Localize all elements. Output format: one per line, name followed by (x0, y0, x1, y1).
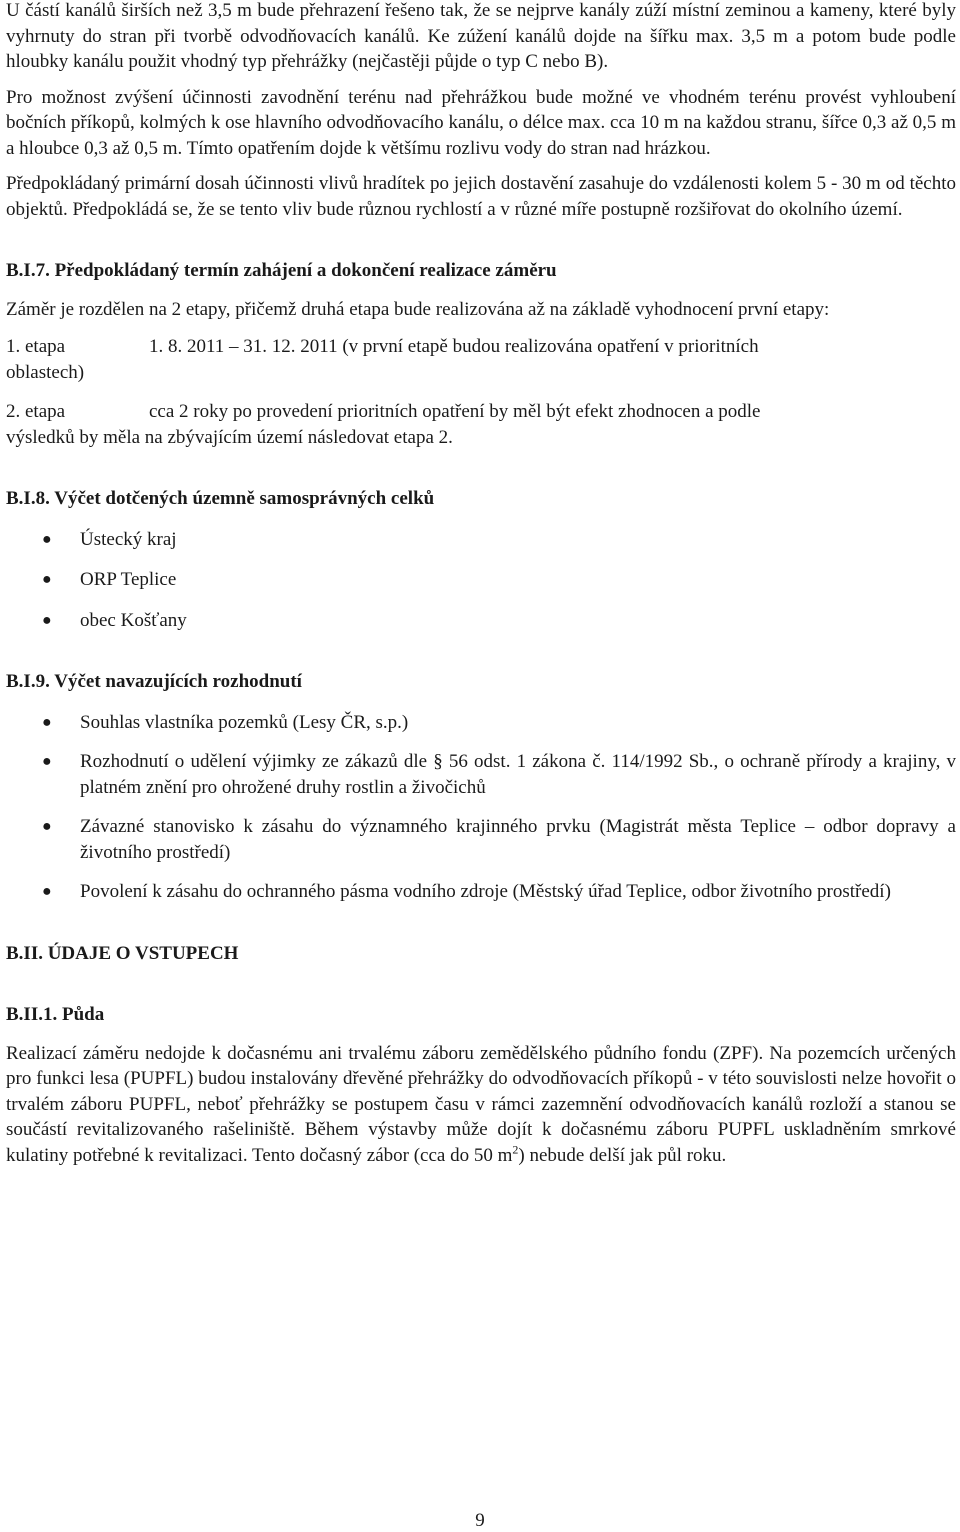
stage-1-row (6, 334, 956, 360)
list-item: ● Povolení k zásahu do ochranného pásma vodního zdroje (Městský úřad Teplice, odbor životního prostředí) (6, 879, 956, 905)
section-heading-b17 (6, 258, 956, 284)
stage-2-text: cca 2 roky po provedení prioritních opatření by měl být efekt zhodnocen a podle (149, 401, 761, 422)
list-item: ● Ústecký kraj (6, 527, 956, 553)
paragraph-side-ditches: Pro možnost zvýšení účinnosti zavodnění terénu nad přehrážkou bude možné ve vhodném terénu provést vyhloubení bočních příkopů, kolmých k ose hlavního odvodňovacího kanálu, o délce max. cca 10 m na každou stranu, šířce 0,3 až 0,5 m a hloubce 0,3 až 0,5 m. Tímto opatřením dojde k většímu rozlivu vody do stran nad hrázkou. (6, 86, 956, 159)
section-number: B.II.1. (6, 1004, 58, 1025)
stage-2-label: 2. etapa (6, 401, 66, 422)
follow-up-decisions-list (6, 710, 956, 905)
list-item: ● Závazné stanovisko k zásahu do významného krajinného prvku (Magistrát města Teplice – odbor dopravy a životního prostředí) (42, 816, 956, 863)
bullet-icon: ● (42, 753, 52, 770)
document-page (6, 0, 956, 1168)
bullet-icon: ● (42, 530, 52, 548)
list-item: ● Souhlas vlastníka pozemků (Lesy ČR, s.p.) (6, 710, 956, 736)
territorial-units-list (6, 527, 956, 634)
paragraph-channel-narrowing: U částí kanálů širších než 3,5 m bude přehrazení řešeno tak, že se nejprve kanály zúží místní zeminou a kameny, které byly vyhrnuty do stran při tvorbě odvodňovacích kanálů. Ke zúžení kanálů dojde na šířku max. 3,5 m a potom bude podle hloubky kanálu použit vhodný typ přehrážky (nejčastěji půjde o typ C nebo B). (6, 0, 956, 72)
paragraph-stages-intro: Záměr je rozdělen na 2 etapy, přičemž druhá etapa bude realizována až na základě vyhodnocení první etapy: (6, 298, 830, 320)
section-heading-b19 (6, 669, 956, 695)
section-heading-b2: B.II. ÚDAJE O VSTUPECH (6, 942, 239, 964)
section-heading-b21 (6, 1002, 956, 1028)
bullet-icon: ● (42, 571, 52, 588)
paragraph-effect-range: Předpokládaný primární dosah účinnosti vlivů hradítek po jejich dostavění zasahuje do vzdálenosti kolem 5 - 30 m od těchto objektů. Předpokládá se, že se tento vliv bude různou rychlostí a v různé míře postupně rozšiřovat do okolního území. (6, 173, 956, 220)
list-item: ● obec Košťany (6, 608, 956, 634)
stage-1-text: (v první etapě budou realizována opatření v prioritních (342, 336, 759, 357)
list-item: ● Rozhodnutí o udělení výjimky ze zákazů dle § 56 odst. 1 zákona č. 114/1992 Sb., o ochraně přírody a krajiny, v platném znění pro ohrožené druhy rostlin a živočichů (42, 751, 956, 798)
section-title: Půda (61, 1004, 105, 1025)
section-heading-b18 (6, 486, 956, 512)
stage-2-row (6, 399, 956, 425)
section-number: B.I.9. (6, 671, 50, 692)
bullet-icon: ● (42, 818, 52, 835)
section-number: B.I.7. (6, 260, 50, 281)
section-title: Předpokládaný termín zahájení a dokončení realizace záměru (54, 260, 557, 281)
section-title: Výčet dotčených územně samosprávných celků (54, 488, 435, 509)
stage-1-dates: 1. 8. 2011 – 31. 12. 2011 (149, 336, 338, 357)
bullet-icon: ● (42, 713, 52, 731)
paragraph-soil: Realizací záměru nedojde k dočasnému ani trvalému záboru zemědělského půdního fondu (ZPF). Na pozemcích určených pro funkci lesa (PUPFL) budou instalovány dřevěné přehrážky do odvodňovacích příkopů - v této souvislosti nelze hovořit o trvalém záboru PUPFL, neboť přehrážky se postupem času v rámci zazemnění odvodňovacích kanálů rozloží a stanou se součástí revitalizovaného rašeliniště. Během výstavby může dojít k dočasnému záboru PUPFL uskladněním smrkové kulatiny potřebné k revitalizaci. Tento dočasný zábor (cca do 50 $m^2$) nebude delší jak půl roku. (6, 1042, 956, 1166)
bullet-icon: ● (42, 611, 52, 629)
stage-1-continuation: oblastech) (6, 361, 85, 383)
page-number: 9 (475, 1510, 485, 1531)
section-title: Výčet navazujících rozhodnutí (54, 671, 302, 692)
bullet-icon: ● (42, 883, 52, 900)
stage-1-label: 1. etapa (6, 336, 66, 357)
list-item: ● ORP Teplice (6, 567, 956, 593)
section-number: B.I.8. (6, 488, 50, 509)
stage-2-continuation: výsledků by měla na zbývajícím území následovat etapa 2. (6, 426, 453, 448)
